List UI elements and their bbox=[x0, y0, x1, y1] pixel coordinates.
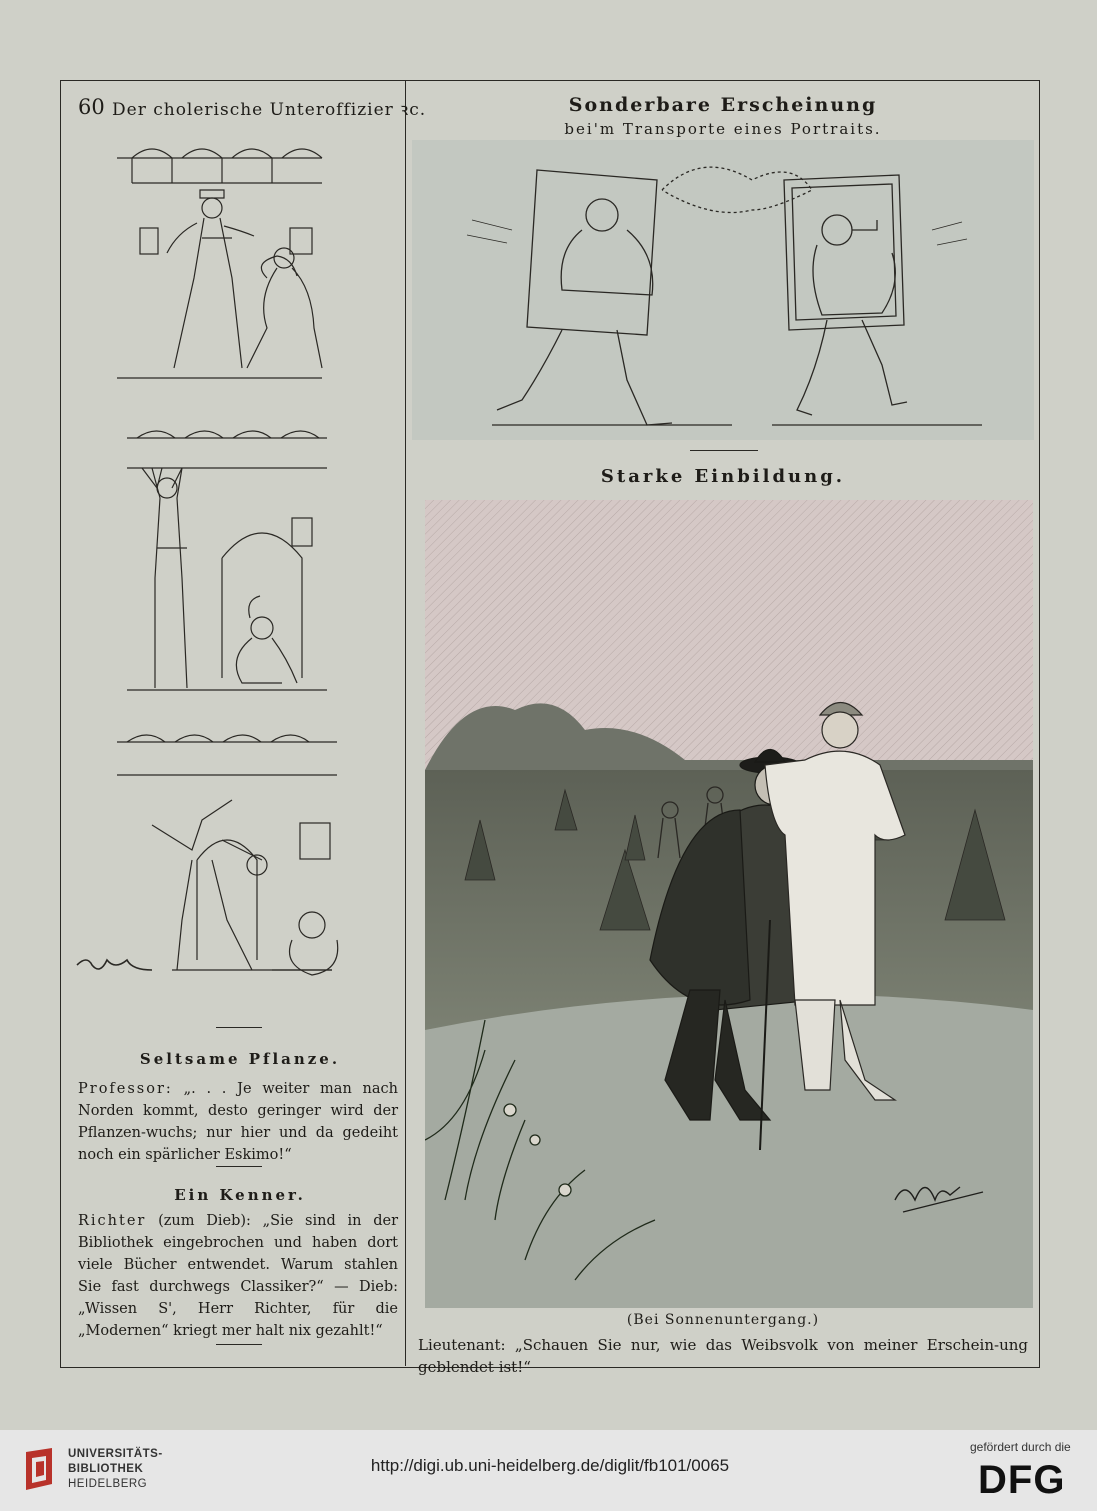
page-number: 60 bbox=[78, 95, 105, 119]
comic-panel-1 bbox=[112, 128, 332, 398]
cartoon-title: Sonderbare Erscheinung bbox=[568, 94, 878, 116]
separator-rule bbox=[216, 1166, 262, 1167]
library-name-line-3: HEIDELBERG bbox=[68, 1478, 148, 1490]
joke-heading-2: Ein Kenner. bbox=[174, 1186, 306, 1204]
joke-text-1: „. . . Je weiter man nach Norden kommt, desto geringer wird der Pflanzen-wuchs; nur hier und da gedeiht noch ein spärlicher Eskimo!“ bbox=[78, 1081, 398, 1163]
library-name-line-2: BIBLIOTHEK bbox=[68, 1463, 144, 1475]
funded-by-label: gefördert durch die bbox=[970, 1440, 1071, 1454]
illustration-caption: Lieutenant: „Schauen Sie nur, wie das Weibsvolk von meiner Erschein-ung geblendet ist!“ bbox=[418, 1336, 1028, 1376]
library-name-line-1: UNIVERSITÄTS- bbox=[68, 1448, 163, 1460]
university-library-logo bbox=[22, 1444, 62, 1496]
permalink-url[interactable]: http://digi.ub.uni-heidelberg.de/diglit/fb101/0065 bbox=[370, 1456, 730, 1475]
column-divider bbox=[405, 80, 406, 1366]
comic-panel-3 bbox=[72, 730, 342, 1020]
cartoon-subtitle: bei'm Transporte eines Portraits. bbox=[564, 120, 882, 138]
digital-library-footer bbox=[0, 1430, 1097, 1511]
separator-rule bbox=[690, 450, 758, 451]
illustration-title: Starke Einbildung. bbox=[600, 466, 846, 487]
separator-rule bbox=[216, 1344, 262, 1345]
speaker-professor: Professor: bbox=[78, 1081, 173, 1097]
joke-paragraph-2 bbox=[78, 1210, 398, 1342]
left-column-heading: Der cholerische Unteroffizier ꝛc. bbox=[112, 100, 427, 120]
separator-rule bbox=[216, 1027, 262, 1028]
dfg-logo: DFG bbox=[978, 1458, 1066, 1502]
comic-panel-2 bbox=[122, 428, 332, 698]
portrait-cartoon bbox=[412, 140, 1034, 440]
illustration-note: (Bei Sonnenuntergang.) bbox=[626, 1312, 820, 1328]
joke-paragraph-1 bbox=[78, 1078, 398, 1166]
field-illustration bbox=[425, 500, 1033, 1308]
joke-text-2: (zum Dieb): „Sie sind in der Bibliothek eingebrochen und haben dort viele Bücher entwendet. Warum stahlen Sie fast durchwegs Classiker?“ — Dieb: „Wissen S', Herr Richter, für die „Modernen“ kriegt mer halt nix gezahlt!“ bbox=[78, 1213, 399, 1339]
speaker-richter: Richter bbox=[78, 1213, 147, 1229]
joke-heading-1: Seltsame Pflanze. bbox=[139, 1050, 341, 1068]
